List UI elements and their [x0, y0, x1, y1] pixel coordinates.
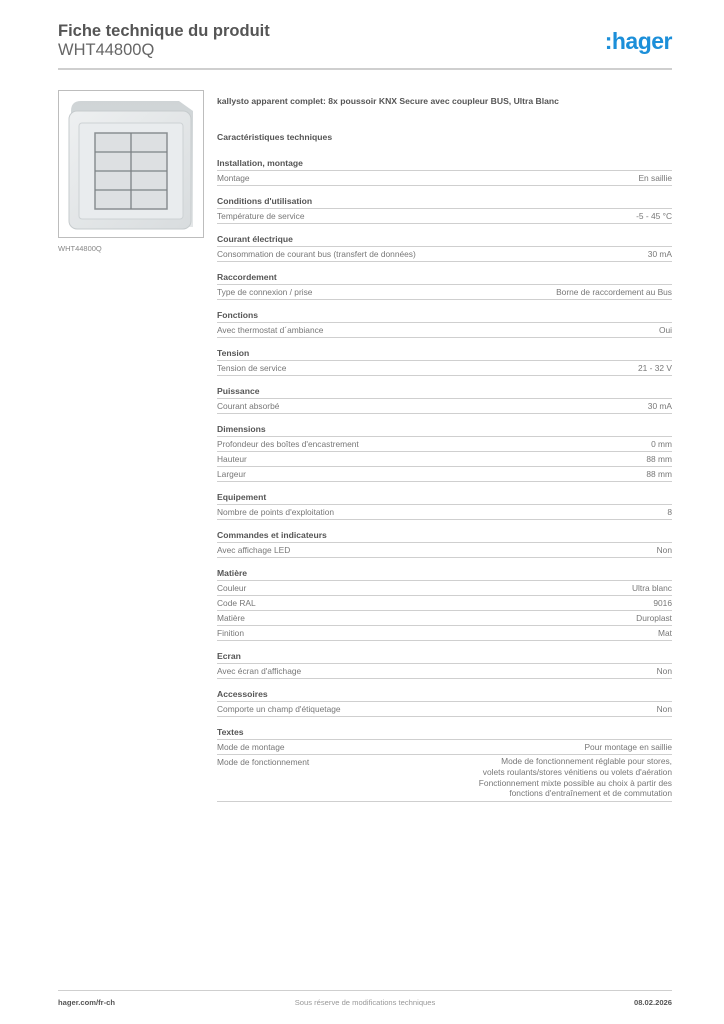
spec-row — [217, 361, 672, 376]
spec-key: Avec thermostat d´ambiance — [217, 325, 324, 335]
spec-group-title: Ecran — [217, 651, 672, 664]
spec-value-line: Mode de fonctionnement réglable pour stores, — [501, 756, 672, 766]
spec-group — [217, 310, 672, 338]
spec-value-line: volets roulants/stores vénitiens ou volets d'aération — [482, 766, 672, 777]
spec-group-title: Courant électrique — [217, 234, 672, 247]
spec-row — [217, 702, 672, 717]
spec-row — [217, 505, 672, 520]
spec-value: 8 — [667, 507, 672, 517]
spec-value: 21 - 32 V — [638, 363, 672, 373]
spec-key: Comporte un champ d'étiquetage — [217, 704, 341, 714]
spec-row — [217, 437, 672, 452]
spec-value-line: Fonctionnement mixte possible au choix à partir des — [478, 777, 672, 788]
product-image — [58, 90, 204, 238]
spec-value: 30 mA — [647, 401, 672, 411]
spec-key: Largeur — [217, 469, 246, 479]
spec-group — [217, 272, 672, 300]
spec-value: Borne de raccordement au Bus — [556, 287, 672, 297]
spec-key: Consommation de courant bus (transfert de données) — [217, 249, 416, 259]
spec-group — [217, 348, 672, 376]
spec-key: Courant absorbé — [217, 401, 280, 411]
spec-group — [217, 158, 672, 186]
spec-key: Mode de montage — [217, 742, 285, 752]
spec-row — [217, 596, 672, 611]
product-code: WHT44800Q — [58, 41, 155, 59]
spec-row — [217, 626, 672, 641]
header-divider — [58, 68, 672, 70]
spec-group — [217, 651, 672, 679]
spec-row — [217, 209, 672, 224]
spec-value: Non — [656, 666, 672, 676]
spec-key: Couleur — [217, 583, 247, 593]
spec-key: Code RAL — [217, 598, 256, 608]
hager-logo: :hager — [604, 28, 672, 54]
spec-groups — [217, 158, 672, 802]
footer-website-link[interactable]: hager.com/fr-ch — [58, 998, 115, 1007]
spec-key: Mode de fonctionnement — [217, 757, 310, 767]
spec-key: Température de service — [217, 211, 305, 221]
spec-row — [217, 611, 672, 626]
spec-row — [217, 247, 672, 262]
spec-value: Oui — [658, 325, 672, 335]
image-caption: WHT44800Q — [58, 244, 102, 253]
spec-group-title: Matière — [217, 568, 672, 581]
spec-row — [217, 581, 672, 596]
spec-group-title: Tension — [217, 348, 672, 361]
spec-value: Non — [656, 545, 672, 555]
spec-row — [217, 543, 672, 558]
spec-content — [217, 96, 672, 812]
spec-group — [217, 424, 672, 482]
specs-heading: Caractéristiques techniques — [217, 132, 333, 142]
spec-value-line: fonctions d'entraînement et de commutation — [509, 788, 672, 799]
spec-key: Nombre de points d'exploitation — [217, 507, 335, 517]
spec-value: Ultra blanc — [631, 583, 672, 593]
spec-key: Tension de service — [217, 363, 287, 373]
spec-value: Mat — [658, 628, 672, 638]
spec-group — [217, 196, 672, 224]
spec-group-title: Textes — [217, 727, 672, 740]
footer-divider — [58, 990, 672, 991]
footer-disclaimer: Sous réserve de modifications techniques — [294, 998, 436, 1007]
spec-value: -5 - 45 °C — [636, 211, 672, 221]
spec-group-title: Accessoires — [217, 689, 672, 702]
spec-key: Matière — [217, 613, 245, 623]
spec-group-title: Conditions d'utilisation — [217, 196, 672, 209]
spec-key: Avec affichage LED — [217, 545, 291, 555]
spec-group-title: Raccordement — [217, 272, 672, 285]
spec-group — [217, 234, 672, 262]
spec-group-title: Installation, montage — [217, 158, 672, 171]
spec-group — [217, 727, 672, 802]
spec-key: Profondeur des boîtes d'encastrement — [217, 439, 359, 449]
spec-group — [217, 386, 672, 414]
spec-value: 0 mm — [651, 439, 672, 449]
spec-value: Non — [656, 704, 672, 714]
spec-value: En saillie — [638, 173, 672, 183]
spec-value: 30 mA — [647, 249, 672, 259]
spec-group — [217, 689, 672, 717]
spec-key: Finition — [217, 628, 244, 638]
spec-row — [217, 323, 672, 338]
spec-group-title: Equipement — [217, 492, 672, 505]
spec-row — [217, 740, 672, 755]
spec-key: Hauteur — [217, 454, 247, 464]
spec-row — [217, 755, 672, 802]
spec-group-title: Puissance — [217, 386, 672, 399]
document-title: Fiche technique du produit — [58, 22, 270, 40]
push-button-device-illustration — [65, 97, 197, 232]
spec-value: Duroplast — [636, 613, 672, 623]
product-description: kallysto apparent complet: 8x poussoir KNX Secure avec coupleur BUS, Ultra Blanc — [217, 96, 559, 106]
spec-group — [217, 530, 672, 558]
spec-row — [217, 664, 672, 679]
spec-value — [479, 756, 672, 801]
spec-row — [217, 467, 672, 482]
spec-value: Pour montage en saillie — [584, 742, 672, 752]
spec-row — [217, 285, 672, 300]
spec-group — [217, 492, 672, 520]
footer-date: 08.02.2026 — [633, 998, 672, 1007]
spec-value: 88 mm — [646, 469, 672, 479]
spec-group — [217, 568, 672, 641]
page-header — [58, 22, 672, 60]
spec-value: 88 mm — [646, 454, 672, 464]
spec-row — [217, 399, 672, 414]
spec-group-title: Fonctions — [217, 310, 672, 323]
spec-row — [217, 171, 672, 186]
spec-key: Type de connexion / prise — [217, 287, 313, 297]
spec-key: Avec écran d'affichage — [217, 666, 302, 676]
spec-group-title: Commandes et indicateurs — [217, 530, 672, 543]
spec-row — [217, 452, 672, 467]
spec-key: Montage — [217, 173, 250, 183]
spec-group-title: Dimensions — [217, 424, 672, 437]
spec-value: 9016 — [653, 598, 672, 608]
